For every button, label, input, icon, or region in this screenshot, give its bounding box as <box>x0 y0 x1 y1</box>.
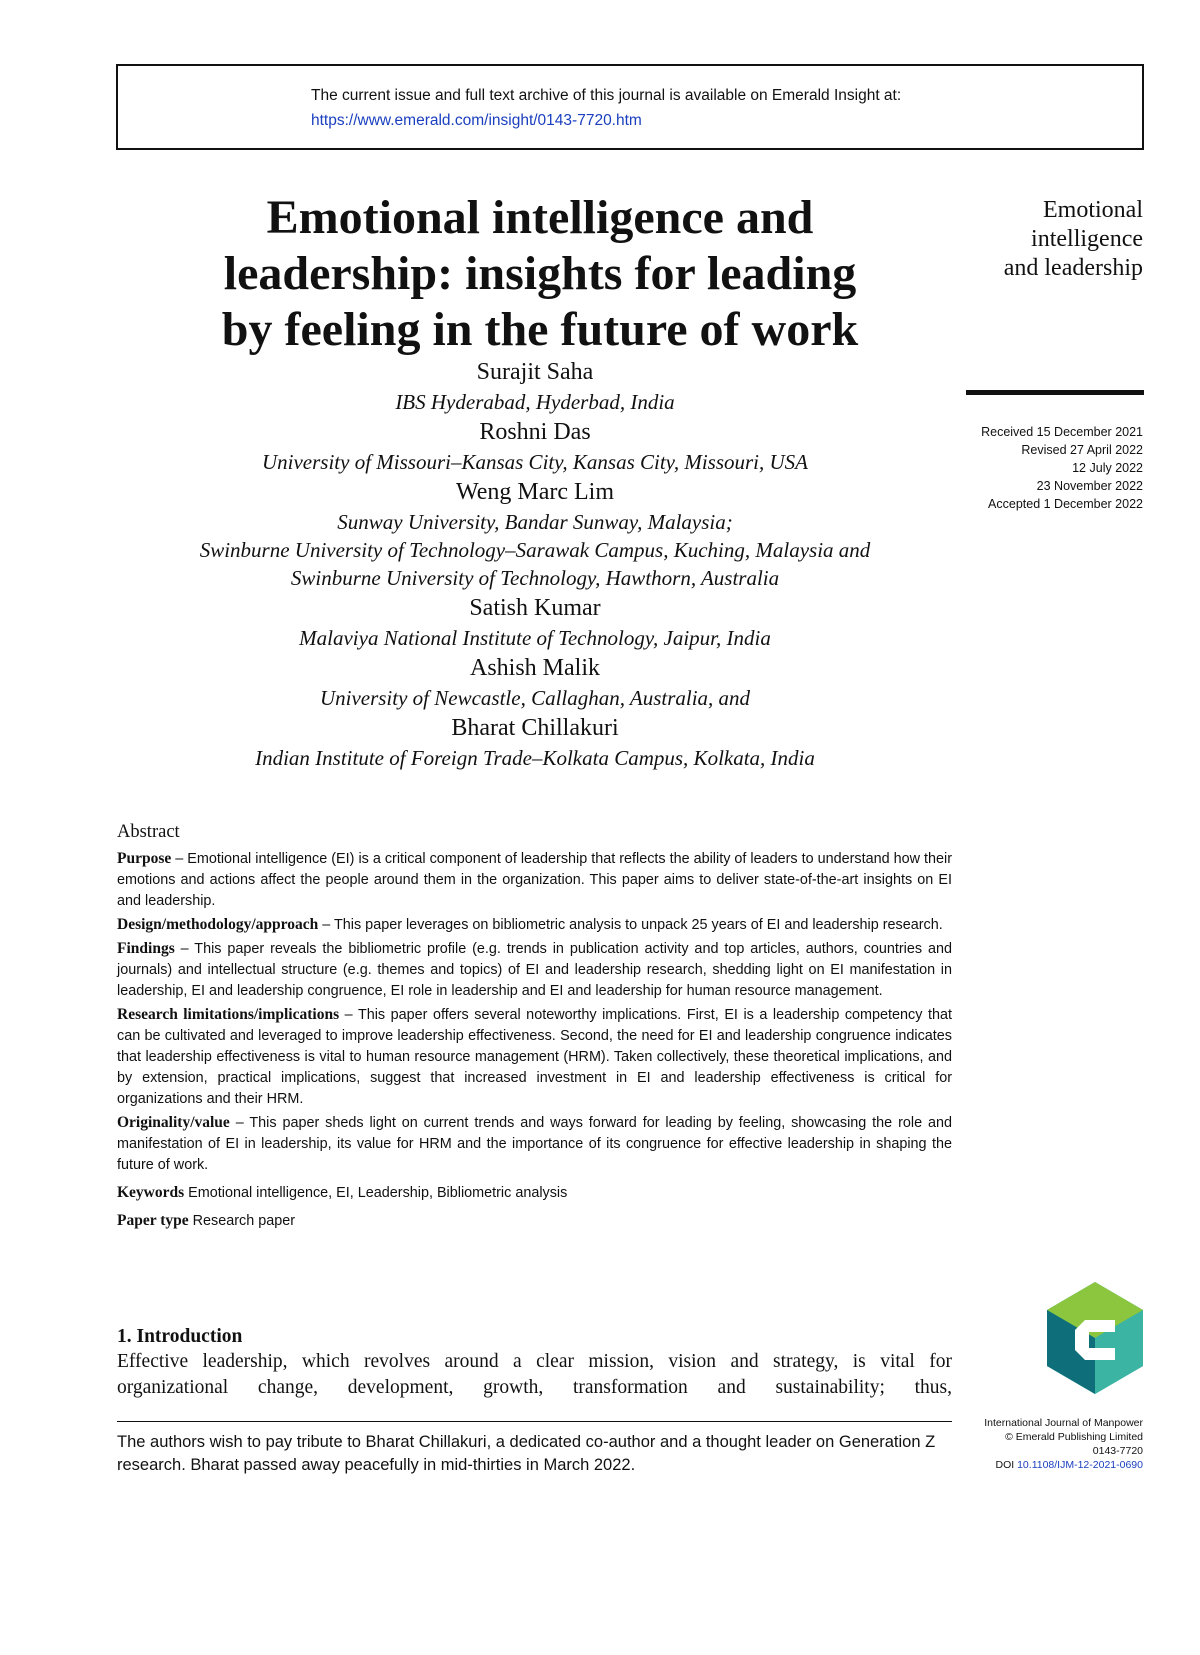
keywords-label: Keywords <box>117 1184 185 1201</box>
section-label: Research limitations/implications <box>117 1006 340 1023</box>
body-text-line: Effective leadership, which revolves around a clear mission, vision and strategy, is vital for <box>117 1351 952 1372</box>
author-name: Weng Marc Lim <box>455 479 614 505</box>
author-affiliation: Swinburne University of Technology–Sarawak Campus, Kuching, Malaysia and <box>199 538 871 562</box>
section-separator: – <box>171 851 188 867</box>
abstract-design <box>117 914 952 936</box>
author-affiliation: University of Newcastle, Callaghan, Australia, and <box>319 686 751 710</box>
date-accepted: Accepted 1 December 2022 <box>988 497 1143 511</box>
author-name: Bharat Chillakuri <box>451 715 619 741</box>
journal-url-link[interactable]: https://www.emerald.com/insight/0143-7720.htm <box>311 112 642 129</box>
doi-link[interactable]: 10.1108/IJM-12-2021-0690 <box>1017 1459 1143 1471</box>
abstract <box>117 822 952 1232</box>
journal-info <box>940 1416 1143 1472</box>
doi-label: DOI <box>995 1459 1015 1471</box>
abstract-originality <box>117 1112 952 1176</box>
section-label: Findings <box>117 940 175 957</box>
running-head-line: Emotional <box>1043 197 1143 223</box>
issn: 0143-7720 <box>1092 1445 1143 1457</box>
submission-dates <box>940 423 1143 513</box>
section-text: This paper leverages on bibliometric analysis to unpack 25 years of EI and leadership research. <box>334 917 943 933</box>
date-revised: 23 November 2022 <box>1036 479 1143 493</box>
author-affiliation: Swinburne University of Technology, Hawthorn, Australia <box>290 566 780 590</box>
section-separator: – <box>174 941 195 957</box>
author-name: Surajit Saha <box>476 359 594 385</box>
running-head <box>960 196 1143 283</box>
abstract-limitations <box>117 1004 952 1110</box>
section-text: This paper reveals the bibliometric profile (e.g. trends in publication activity and top articles, authors, countries and journals) and intellectual structure (e.g. themes and topics) of EI and leadership research, shedding light on EI manifestation in leadership, EI and leadership congruence, EI role in leadership and EI and leadership for human resource management. <box>117 941 952 999</box>
section-label: Originality/value <box>117 1114 230 1131</box>
paper-type-label: Paper type <box>117 1212 189 1229</box>
paper-title <box>130 190 950 358</box>
notice-text: The current issue and full text archive of this journal is available on Emerald Insight at: <box>311 87 902 104</box>
section-text: This paper sheds light on current trends and ways forward for leading by feeling, showcasing the role and manifestation of EI in leadership, its value for HRM and the importance of its congruence for effective leadership in shaping the future of work. <box>117 1115 952 1173</box>
section-separator: – <box>339 1007 358 1023</box>
date-revised: Revised 27 April 2022 <box>1021 443 1143 457</box>
abstract-purpose <box>117 848 952 912</box>
introduction-section <box>117 1325 952 1401</box>
author-affiliation: IBS Hyderabad, Hyderbad, India <box>395 390 675 414</box>
author-affiliation: Sunway University, Bandar Sunway, Malaysia; <box>337 510 733 534</box>
body-text-line: organizational change, development, growth, transformation and sustainability; thus, <box>117 1377 952 1398</box>
author-affiliation: Indian Institute of Foreign Trade–Kolkata Campus, Kolkata, India <box>255 746 815 770</box>
author-affiliation: University of Missouri–Kansas City, Kansas City, Missouri, USA <box>261 450 809 474</box>
section-text: This paper offers several noteworthy implications. First, EI is a leadership competency that can be cultivated and leveraged to improve leadership effectiveness. Second, the need for EI and leadership congruence indicates that leadership effectiveness is vital to human resource management (HRM). Taken collectively, these theoretical implications, and by extension, practical implications, suggest that increased investment in EI and leadership effectiveness is critical for organizations and their HRM. <box>117 1007 952 1107</box>
section-label: Design/methodology/approach <box>117 916 319 933</box>
paper-type <box>117 1210 952 1232</box>
footnote-rule <box>117 1421 952 1422</box>
doi <box>940 1458 1143 1472</box>
section-heading: 1. Introduction <box>117 1326 243 1347</box>
section-label: Purpose <box>117 850 172 867</box>
margin-rule <box>966 390 1144 395</box>
journal-name: International Journal of Manpower <box>984 1417 1143 1429</box>
keywords <box>117 1182 952 1204</box>
date-received: Received 15 December 2021 <box>981 425 1143 439</box>
title-line: by feeling in the future of work <box>221 303 859 356</box>
journal-notice-box <box>116 64 1144 150</box>
running-head-line: and leadership <box>1003 255 1143 281</box>
author-name: Satish Kumar <box>469 595 601 621</box>
abstract-heading: Abstract <box>117 822 180 842</box>
keywords-text: Emotional intelligence, EI, Leadership, Bibliometric analysis <box>188 1185 568 1201</box>
author-list <box>120 356 950 772</box>
emerald-logo <box>1045 1280 1145 1396</box>
author-name: Ashish Malik <box>469 655 600 681</box>
emerald-logo-icon <box>1045 1280 1145 1396</box>
footnote: The authors wish to pay tribute to Bharat Chillakuri, a dedicated co-author and a thought leader on Generation Z research. Bharat passed away peacefully in mid-thirties in March 2022. <box>117 1433 936 1474</box>
section-text: Emotional intelligence (EI) is a critical component of leadership that reflects the ability of leaders to understand how their emotions and actions affect the people around them in the organization. This paper aims to deliver state-of-the-art insights on EI and leadership. <box>117 851 953 909</box>
date-revised: 12 July 2022 <box>1072 461 1143 475</box>
publisher: © Emerald Publishing Limited <box>1005 1431 1143 1443</box>
author-affiliation: Malaviya National Institute of Technology, Jaipur, India <box>299 626 771 650</box>
author-name: Roshni Das <box>479 419 591 445</box>
title-line: Emotional intelligence and <box>266 191 814 244</box>
abstract-findings <box>117 938 952 1002</box>
section-separator: – <box>229 1115 250 1131</box>
title-line: leadership: insights for leading <box>223 247 857 300</box>
running-head-line: intelligence <box>1031 226 1143 252</box>
paper-type-text: Research paper <box>192 1213 296 1229</box>
section-separator: – <box>318 917 334 933</box>
